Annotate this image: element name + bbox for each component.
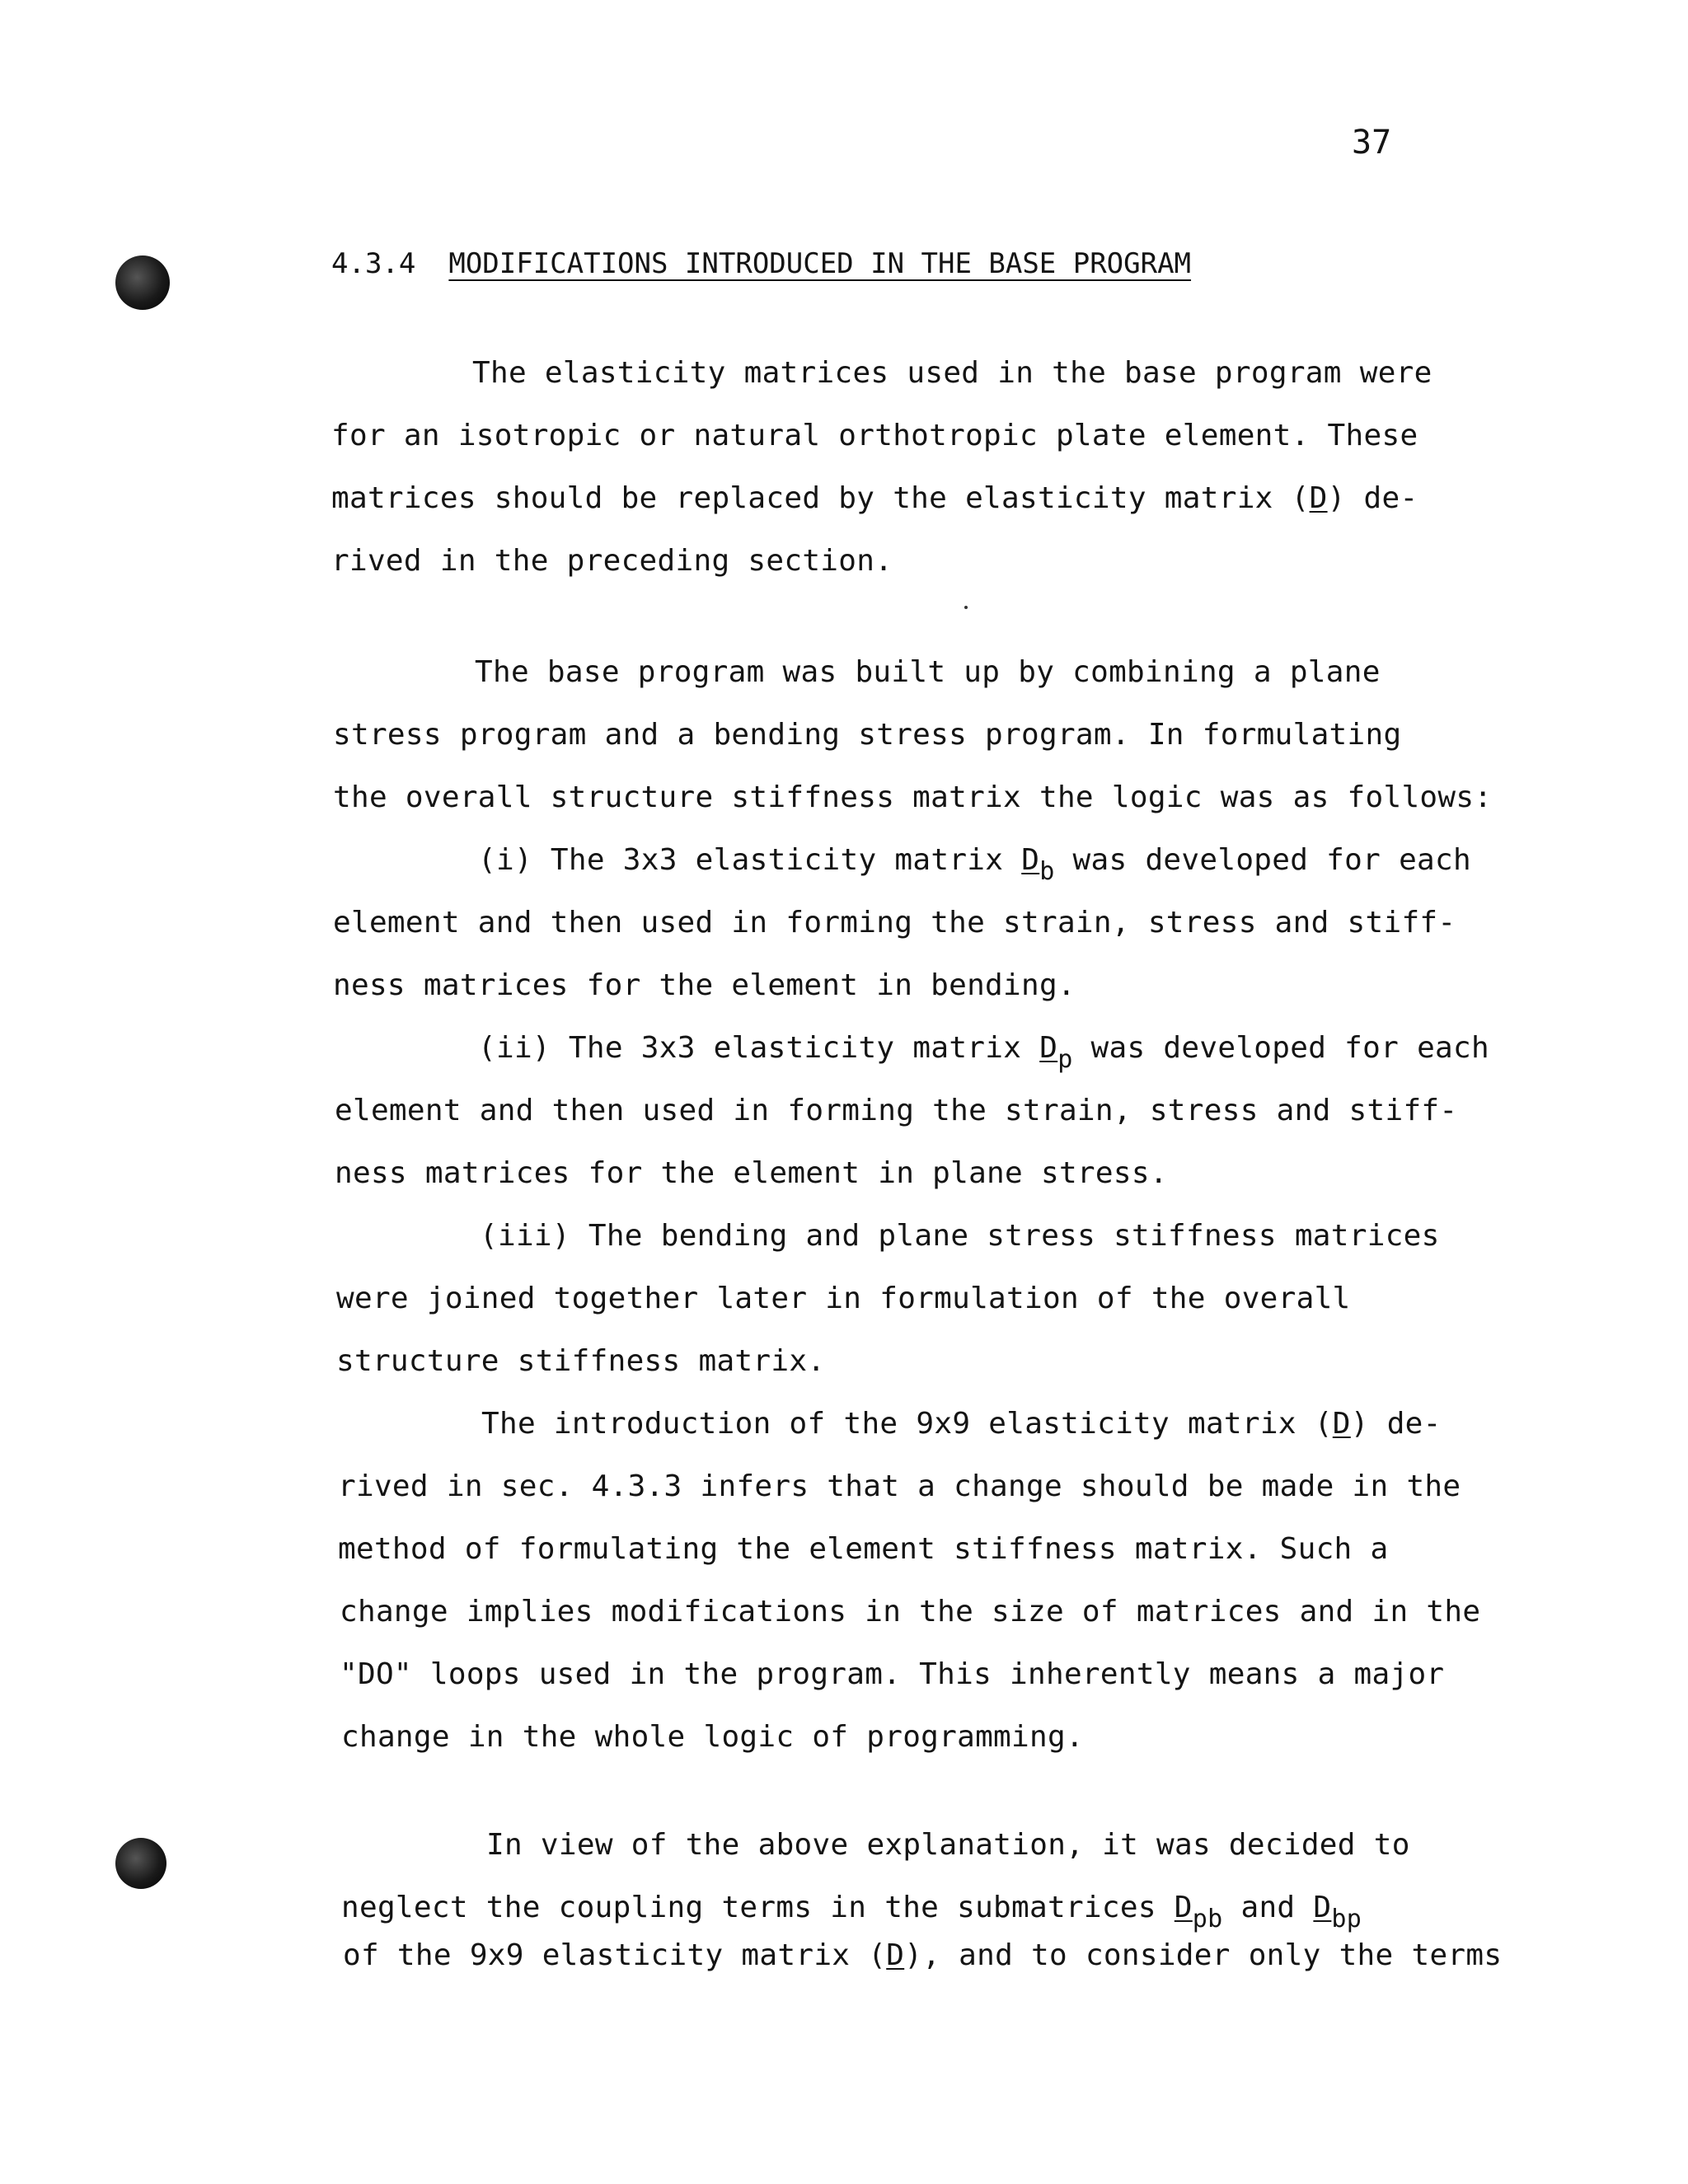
- section-title: MODIFICATIONS INTRODUCED IN THE BASE PROGRAM: [448, 247, 1192, 280]
- text-line: In view of the above explanation, it was decided to: [486, 1828, 1410, 1862]
- list-item-i: (i) The 3x3 elasticity matrix $D_b$ was developed for each: [478, 843, 1471, 886]
- section-heading: [331, 247, 1191, 280]
- text-line: neglect the coupling terms in the submatrices $D_{pb}$ and $D_{bp}$: [341, 1891, 1362, 1933]
- matrix-symbol-d: D: [1332, 1407, 1351, 1441]
- list-item-ii: (ii) The 3x3 elasticity matrix $D_p$ was developed for each: [478, 1031, 1489, 1074]
- text-line: rived in the preceding section.: [331, 544, 893, 578]
- matrix-symbol-dp: D: [1039, 1031, 1058, 1065]
- text-line: method of formulating the element stiffness matrix. Such a: [338, 1532, 1389, 1566]
- text-line: The base program was built up by combining a plane: [475, 655, 1381, 689]
- matrix-symbol-dbp: D: [1313, 1891, 1332, 1924]
- page-number: 37: [1352, 124, 1392, 162]
- punch-hole-mark-bottom: [115, 1838, 166, 1889]
- matrix-symbol-dpb: D: [1174, 1891, 1193, 1924]
- text-line: ness matrices for the element in plane stress.: [335, 1156, 1168, 1190]
- text-line: The introduction of the 9x9 elasticity matrix (D) de-: [481, 1407, 1442, 1441]
- text-line: matrices should be replaced by the elasticity matrix (D) de-: [331, 481, 1418, 515]
- text-line: structure stiffness matrix.: [336, 1344, 826, 1378]
- list-item-iii: (iii) The bending and plane stress stiffness matrices: [480, 1219, 1440, 1253]
- text-line: "DO" loops used in the program. This inherently means a major: [340, 1657, 1445, 1691]
- text-line: of the 9x9 elasticity matrix (D), and to consider only the terms: [343, 1938, 1503, 1972]
- text-line: stress program and a bending stress program. In formulating: [333, 718, 1402, 752]
- stray-dot: [964, 606, 968, 609]
- text-line: for an isotropic or natural orthotropic plate element. These: [331, 419, 1418, 452]
- text-line: rived in sec. 4.3.3 infers that a change should be made in the: [338, 1469, 1461, 1503]
- text-line: were joined together later in formulation of the overall: [336, 1282, 1351, 1315]
- text-line: The elasticity matrices used in the base program were: [472, 356, 1432, 390]
- text-line: change in the whole logic of programming.: [341, 1720, 1084, 1754]
- text-line: element and then used in forming the strain, stress and stiff-: [335, 1094, 1458, 1127]
- matrix-symbol-d: D: [1309, 481, 1328, 515]
- text-line: the overall structure stiffness matrix the logic was as follows:: [333, 780, 1493, 814]
- matrix-symbol-d: D: [886, 1938, 905, 1972]
- section-number: 4.3.4: [331, 247, 416, 280]
- text-line: change implies modifications in the size of matrices and in the: [340, 1595, 1481, 1629]
- text-line: element and then used in forming the strain, stress and stiff-: [333, 906, 1456, 940]
- matrix-symbol-db: D: [1021, 843, 1040, 877]
- punch-hole-mark-top: [115, 255, 170, 310]
- text-line: ness matrices for the element in bending.: [333, 968, 1076, 1002]
